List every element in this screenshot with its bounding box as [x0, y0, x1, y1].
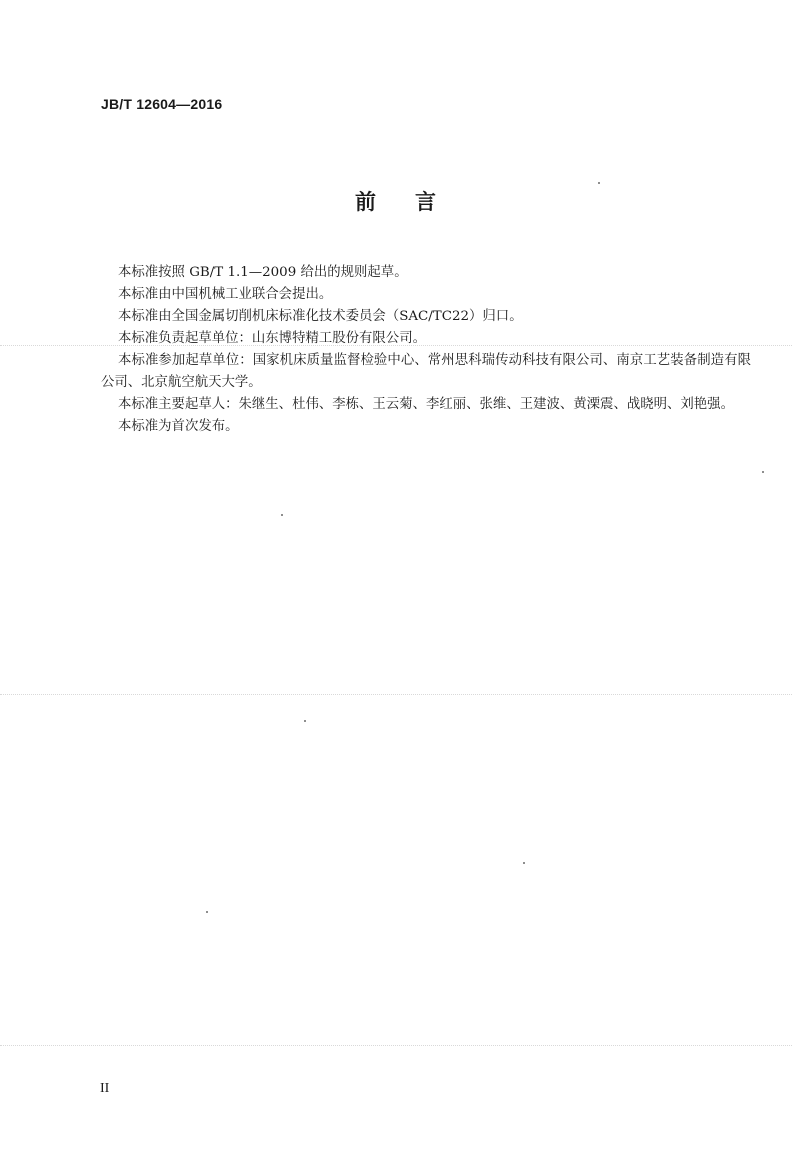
title-char-1: 前 — [355, 190, 377, 214]
paragraph-drafting-rules: 本标准按照 GB/T 1.1—2009 给出的规则起草。 — [118, 265, 408, 280]
scan-speck — [206, 911, 208, 913]
scan-speck — [598, 182, 600, 184]
scan-artifact-line — [0, 1045, 792, 1046]
title-char-2: 言 — [415, 190, 437, 214]
page-title — [0, 186, 792, 216]
scan-artifact-line — [0, 694, 792, 695]
page-number: II — [100, 1081, 110, 1096]
paragraph-participating-drafters: 本标准参加起草单位：国家机床质量监督检验中心、常州思科瑞传动科技有限公司、南京工艺装备制造有限公司、北京航空航天大学。 — [101, 353, 751, 390]
paragraph-main-drafters: 本标准主要起草人：朱继生、杜伟、李栋、王云菊、李红丽、张维、王建波、黄溧震、战晓明、刘艳强。 — [118, 397, 734, 412]
standard-code: JB/T 12604—2016 — [101, 96, 223, 112]
scan-speck — [523, 862, 525, 864]
paragraph-first-issue: 本标准为首次发布。 — [118, 419, 239, 434]
scan-speck — [281, 514, 283, 516]
scan-artifact-line — [0, 345, 792, 346]
foreword-body — [101, 262, 751, 438]
paragraph-proposed-by: 本标准由中国机械工业联合会提出。 — [118, 287, 333, 302]
paragraph-centralized-by: 本标准由全国金属切削机床标准化技术委员会（SAC/TC22）归口。 — [118, 309, 523, 324]
scan-speck — [762, 471, 764, 473]
paragraph-responsible-drafter: 本标准负责起草单位：山东博特精工股份有限公司。 — [118, 331, 426, 346]
scan-speck — [304, 720, 306, 722]
